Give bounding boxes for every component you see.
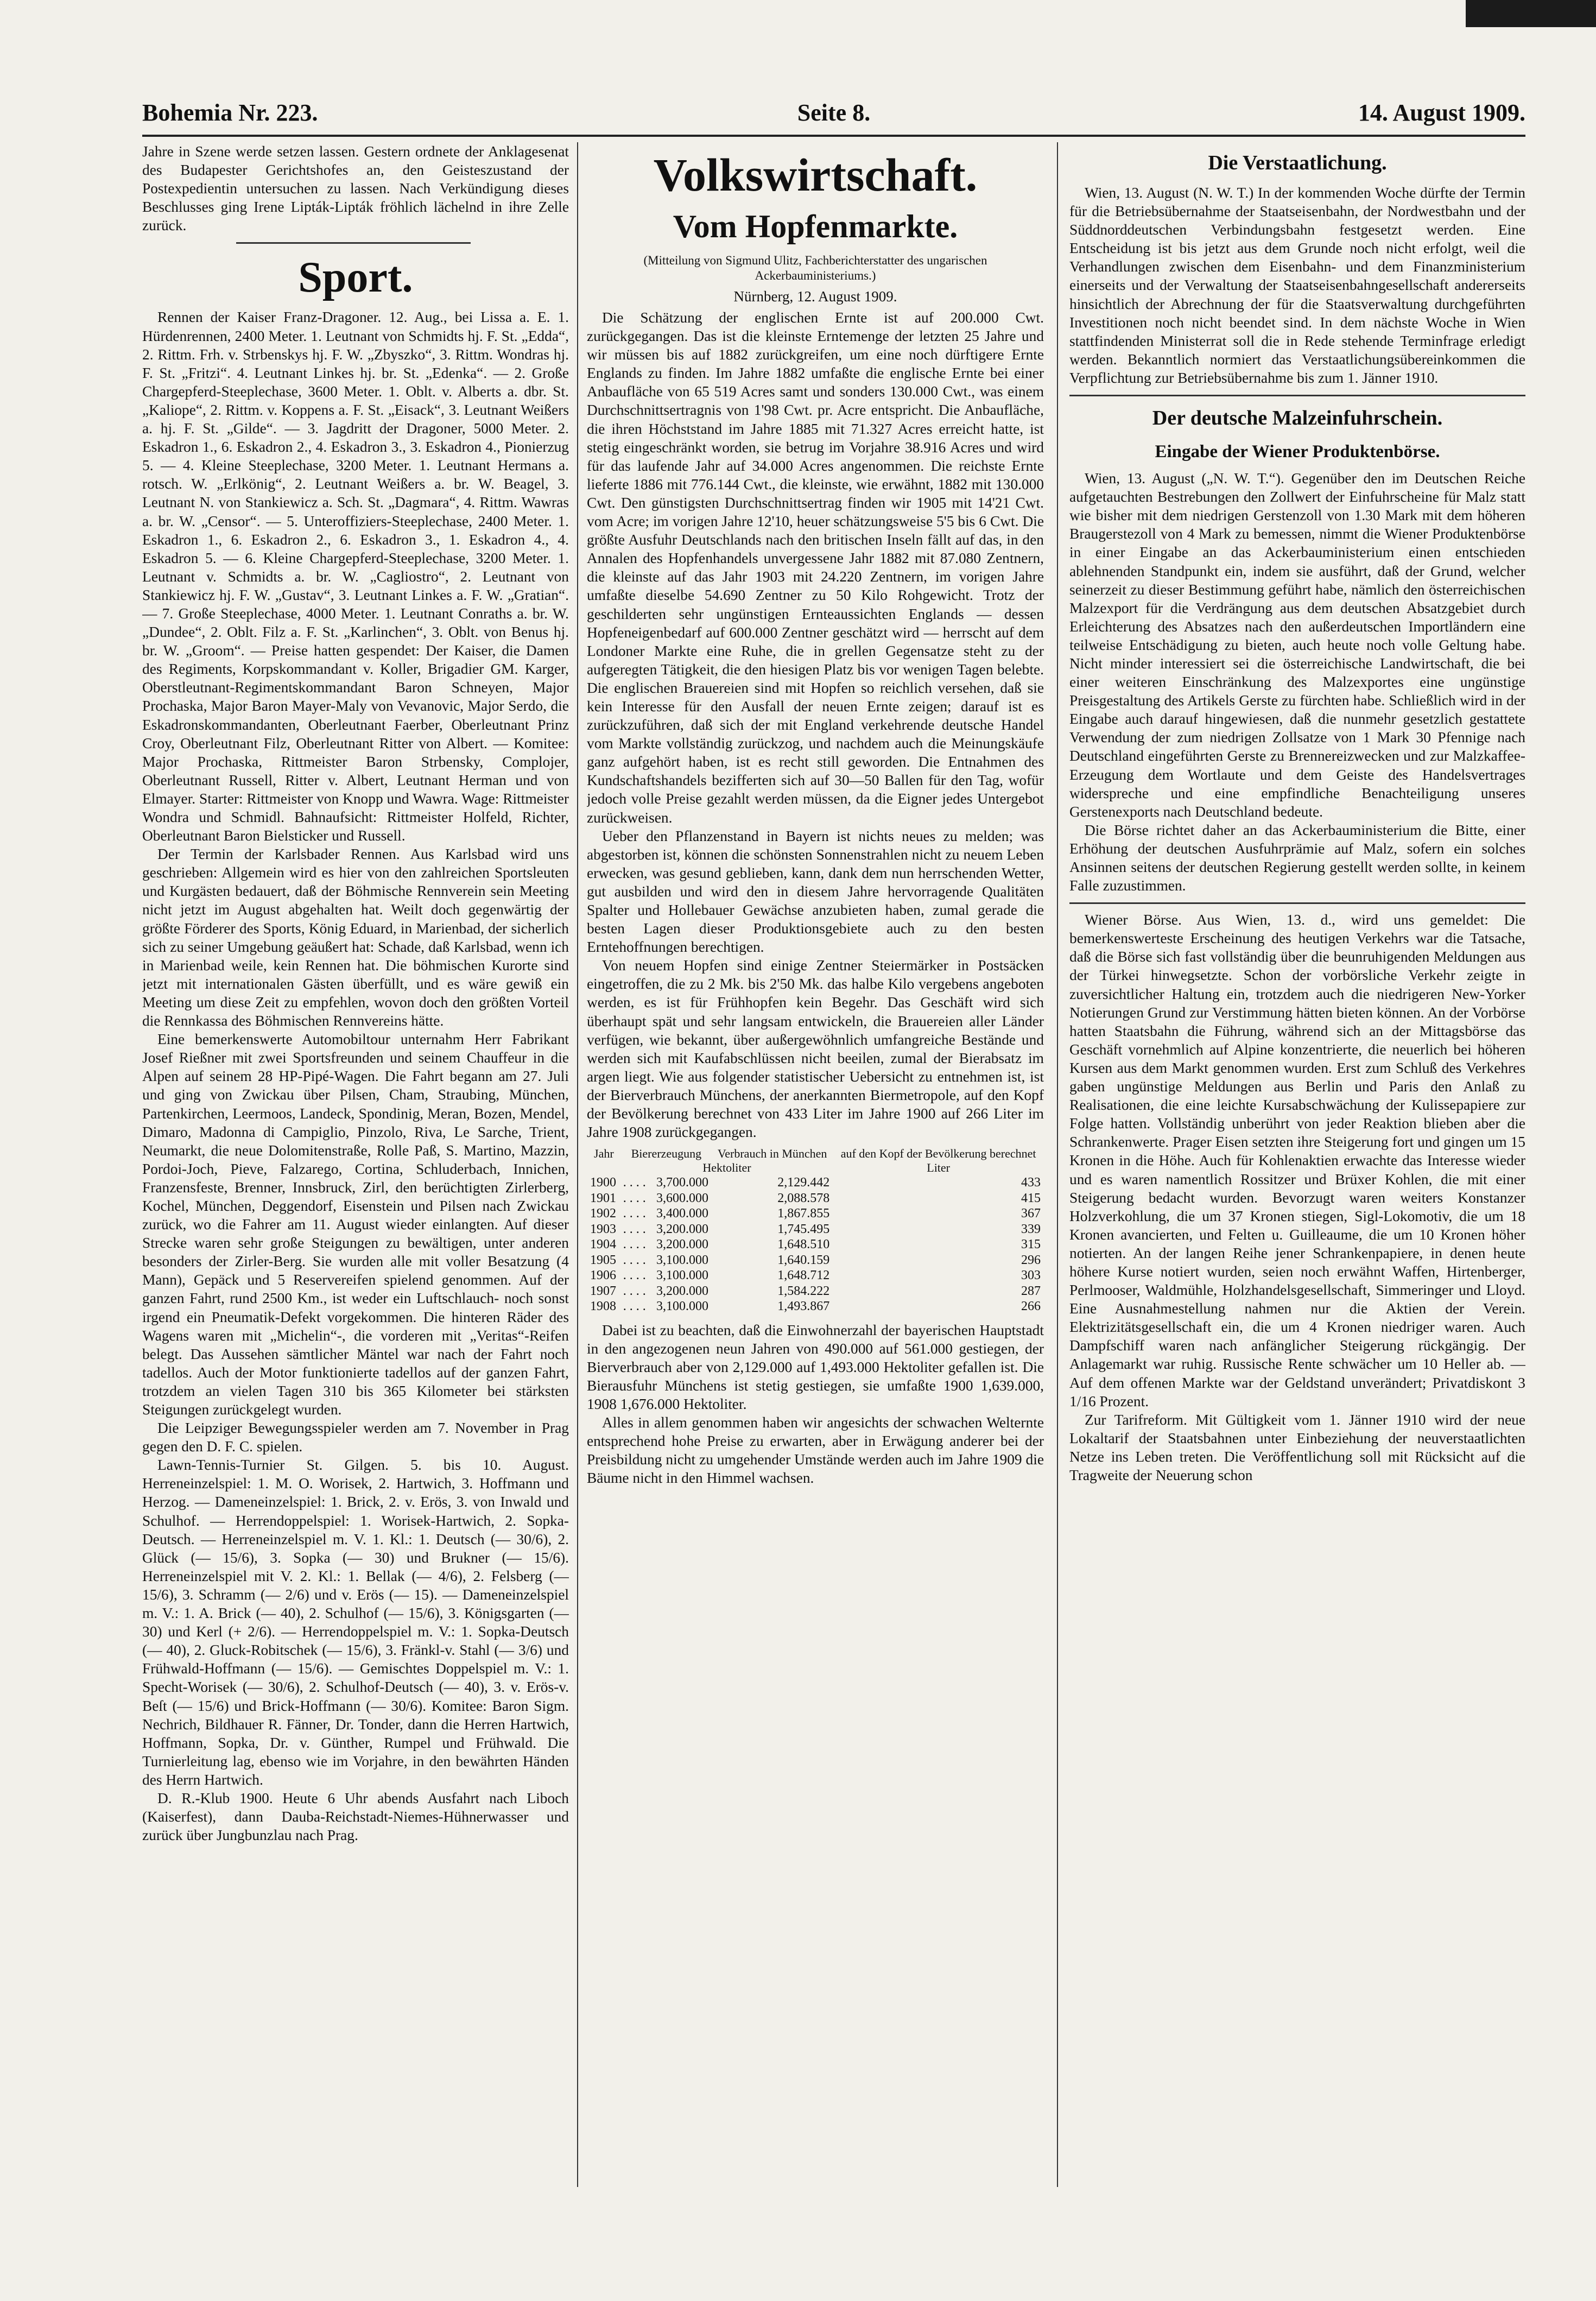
cell-per-capita: 266: [1021, 1299, 1041, 1314]
cell-year: 1903: [590, 1222, 616, 1236]
cell-production: 3,200.000: [656, 1222, 708, 1236]
column-rule-2: [1057, 142, 1058, 2187]
header-consumption: Verbrauch in München: [717, 1147, 827, 1161]
cell-per-capita: 367: [1021, 1206, 1041, 1221]
cell-consumption: 2,129.442: [777, 1175, 830, 1190]
cell-production: 3,600.000: [656, 1191, 708, 1205]
table-row: 1905 . . . . 3,100.000 1,640.159 296: [587, 1253, 1044, 1268]
table-row: 1901 . . . . 3,600.000 2,088.578 415: [587, 1191, 1044, 1206]
article-dragoner-race: Rennen der Kaiser Franz-Dragoner. 12. Aug., bei Lissa a. E. 1. Hürdenrennen, 2400 Meter. 1. Leutnant von Schmidts hj. F. St. „Edda“, 2. Rittm. Frh. v. Strbenskys hj. F. W. „Zbyszko“, 3. Rittm. Wondras hj. F. St. „Fritzi“. 4. Leutnant Linkes hj. br. St. „Edenka“. — 2. Große Chargepferd-Steeplechase, 3600 Meter. 1. Oblt. v. Alberts a. dbr. St. „Kaliope“, 2. Rittm. v. Koppens a. F. St. „Eisack“, 3. Leutnant Weißers a. hj. F. St. „Gilde“. — 3. Jagdritt der Dragoner, 5000 Meter. 2. Eskadron 1., 6. Eskadron 2., 4. Eskadron 3., 3. Eskadron 4., Pionierzug 5. — 4. Kleine Steeplechase, 3200 Meter. 1. Leutnant Hermans a. rotsch. W. „Erlkönig“, 2. Leutnant Weißers a. br. W. Beagel, 3. Leutnant N. von Stankiewicz a. Sch. St. „Dagmara“, 4. Rittm. Wawras a. br. W. „Censor“. — 5. Unteroffiziers-Steeplechase, 2400 Meter. 1. Eskadron 1., 6. Eskadron 2., 6. Eskadron 3., 1. Eskadron 4., 4. Eskadron 5. — 6. Kleine Chargepferd-Steeplechase, 3200 Meter. 1. Leutnant v. Schmidts a. br. W. „Cagliostro“, 2. Leutnant von Stankiewicz hj. F. W. „Gustav“, 3. Leutnant Linkes a. F. W. „Gratian“. — 7. Große Steeplechase, 4000 Meter. 1. Leutnant Conraths a. br. W. „Dundee“, 2. Oblt. Filz a. F. St. „Karlinchen“, 3. Oblt. von Benus hj. br. W. „Groom“. — Preise hatten gespendet: Der Kaiser, die Damen des Regiments, Korpskommandant v. Koller, Brigadier GM. Karger, Oberstleutnant-Regimentskommandant Baron Schneyen, Major Prochaska, Major Baron Mayer-Maly von Vevanovic, Major Serdo, die Eskadronskommandanten, Oberleutnant Faerber, Oberleutnant Prinz Croy, Oberleutnant Filz, Oberleutnant Ritter von Albert. — Komitee: Major Prochaska, Rittmeister Baron Strbensky, Complojer, Oberleutnant Russell, Ritter v. Albert, Leutnant Herman und von Elmayer. Starter: Rittmeister von Knopp und Wawra. Wage: Rittmeister Wondra und Schmidl. Bahnaufsicht: Rittmeister Holfeld, Richter, Oberleutnant Baron Bielsticker und Russell.: [142, 309, 569, 844]
cell-year: 1906: [590, 1268, 616, 1283]
table-row: 1900 . . . . 3,700.000 2,129.442 433: [587, 1175, 1044, 1191]
column-right: [1069, 142, 1525, 2192]
page-number: Seite 8.: [797, 99, 871, 126]
cell-per-capita: 315: [1021, 1237, 1041, 1252]
cell-consumption: 1,584.222: [777, 1284, 830, 1298]
article-subheading-produktenboerse: Eingabe der Wiener Produktenbörse.: [1155, 442, 1440, 462]
cell-production: 3,100.000: [656, 1299, 708, 1314]
paper-issue: Bohemia Nr. 223.: [142, 99, 318, 126]
article-heading-verstaatlichung: Die Verstaatlichung.: [1208, 151, 1387, 174]
hops-paragraph-1: Die Schätzung der englischen Ernte ist auf 200.000 Cwt. zurückgegangen. Das ist die kleinste Erntemenge der letzten 25 Jahre und wir müssen bis auf 1882 zurückgreifen, um eine noch dürftigere Ernte Englands zu finden. Im Jahre 1882 umfaßte die englische Ernte bei einer Anbaufläche von 65 519 Acres samt und sonders 130.000 Cwt., was einem Durchschnittsertragnis von 1'98 Cwt. pr. Acre entspricht. Die Anbaufläche, die ihren Höchststand im Jahre 1885 mit 71.327 Acres erreicht hatte, ist stetig eingeschränkt worden, sie betrug im Vorjahre 38.916 Acres und wird für das laufende Jahr auf 34.000 Acres angenommen. Die reichste Ernte lieferte 1886 mit 776.144 Cwt., die kleinste, wie erwähnt, 1882 mit 130.000 Cwt. Den günstigsten Durchschnittsertrag finden wir 1905 mit 14'21 Cwt. vom Acre; im vorigen Jahre 12'10, heuer schätzungsweise 5'5 bis 6 Cwt. Die größte Ausfuhr Deutschlands nach den britischen Inseln fällt auf das, in den Annalen des Hopfenhandels unvergessene Jahr 1882 mit 87.080 Zentnern, die kleinste auf das Jahr 1903 mit 24.220 Zentnern, im vorigen Jahre umfaßte dieselbe 54.690 Zentner zu 50 Kilo Rohgewicht. Trotz der geschilderten sehr ungünstigen Ernteaussichten Englands — dessen Hopfeneigenbedarf auf 600.000 Zentner geschätzt wird — herrscht auf dem Londoner Markte eine Ruhe, die in grellen Gegensatze steht zu der aufgeregten Tätigkeit, die den hiesigen Platz bis vor wenigen Tagen belebte. Die englischen Brauereien sind mit Hopfen so reichlich versehen, daß sie kein Interesse für den Ausfall der neuen Ernte zeigen; darauf ist es zurückzuführen, daß sich der mit England verkehrende deutsche Handel vom Markte vollständig zurückzog, und nachdem auch die Meinungskäufe ganz aufgehört haben, ist es recht still geworden. Die Entnahmen des Kundschaftshandels bezifferten sich auf 30—50 Ballen für den Tag, wofür jedoch volle Preise gezahlt werden müssen, da die Eigner jedes Untergebot zurückweisen.: [587, 309, 1044, 826]
table-row: 1906 . . . . 3,100.000 1,648.712 303: [587, 1268, 1044, 1284]
section-heading-sport: Sport.: [298, 254, 413, 302]
section-heading-volkswirtschaft: Volkswirtschaft.: [653, 149, 978, 201]
article-attribution: (Mitteilung von Sigmund Ulitz, Fachberichterstatter des ungarischen Ackerbauministeriums.): [643, 254, 987, 282]
cell-per-capita: 433: [1021, 1175, 1041, 1190]
cell-year: 1904: [590, 1237, 616, 1252]
column-left: [142, 142, 569, 2192]
cell-production: 3,100.000: [656, 1268, 708, 1283]
cell-production: 3,200.000: [656, 1237, 708, 1252]
article-malzeinfuhrschein-2: Die Börse richtet daher an das Ackerbauministerium die Bitte, einer Erhöhung der deutschen Ausfuhrprämie auf Malz, sofern ein solches Ansinnen seitens der deutschen Regierung gestellt werden sollte, in keinem Falle zuzustimmen.: [1069, 821, 1525, 894]
article-wiener-boerse: Wiener Börse. Aus Wien, 13. d., wird uns gemeldet: Die bemerkenswerteste Erscheinung des heutigen Verkehrs war die Tatsache, daß die Börse sich fast vollständig über die beunruhigenden Meldungen aus der Türkei hinwegsetzte. Schon der vorbörsliche Verkehr zeigte in zuversichtlicher Haltung ein, trotzdem auch die niedrigeren New-Yorker Notierungen Grund zur Verstimmung hätten bieten können. An der Vorbörse hatten Staatsbahn die Führung, während sich an der Mittagsbörse das Geschäft vornehmlich auf Alpine konzentrierte, die neuerlich bei höheren Kursen aus dem Markt genommen wurden. Erst zum Schluß des Verkehres gaben ungünstige Meldungen aus Berlin und Paris den Anlaß zu Realisationen, die eine leichte Kursabschwächung der Kulissepapiere zur Folge hatten. Vollständig unberührt von jeder Reaktion blieben aber die Schrankenwerte. Prager Eisen setzten ihre Steigerung fort und gingen um 15 Kronen in die Höhe. Auch für Kohlenaktien erwachte das Interesse wieder und es waren namentlich Rossitzer und Brüxer Kohlen, die mit einer Steigerung bedacht wurden. Bevorzugt waren weiters Konstanzer Holzverkohlung, die um 37 Kronen stiegen, Sigl-Lokomotiv, die um 18 Kronen avancierten, und Felten u. Guilleaume, die um 10 Kronen höher notierten. An der langen Reihe jener Schrankenpapiere, in denen heute höhere Kurse notiert wurden, seien noch erwähnt Waffen, Hirtenberger, Perlmooser, Waldmühle, Holzhandelsgesellschaft, Simmeringer und Lloyd. Eine Ausnahmestellung nahmen nur die Aktien der Verein. Elektrizitätsgesellschaft ein, die um 4 Kronen niedriger waren. Auch Dampfschiff waren nach anfänglicher Steigerung rückgängig. Der Anlagemarkt war ruhig. Russische Rente schwächer um 10 Heller ab. — Auf dem offenen Markte war der Geldstand unverändert; Privatdiskont 3 1/16 Prozent.: [1069, 912, 1525, 1409]
cell-production: 3,100.000: [656, 1253, 708, 1267]
beer-statistics-table: [587, 1147, 1044, 1314]
intro-paragraph: Jahre in Szene werde setzen lassen. Gestern ordnete der Anklagesenat des Budapester Gerichtshofes an, den Geisteszustand der Postexpedientin untersuchen zu lassen. Nach Verkündigung dieses Beschlusses ging Irene Lipták-Lipták fröhlich lächelnd in ihre Zelle zurück.: [142, 143, 569, 234]
article-tarifreform: Zur Tarifreform. Mit Gültigkeit vom 1. Jänner 1910 wird der neue Lokaltarif der Staatsbahnen unter Einbeziehung der neuverstaatlichten Netze ins Leben treten. Die Veröffentlichung soll mit Rücksicht auf die Tragweite der Neuerung schon: [1069, 1411, 1525, 1483]
cell-consumption: 2,088.578: [777, 1191, 830, 1205]
hops-paragraph-5: Alles in allem genommen haben wir angesichts der schwachen Welternte entsprechend hohe Preise zu erwarten, aber in Erwägung anderer bei der Preisbildung nicht zu umgehender Umstände werden auch im Jahre 1909 die Bäume nicht in den Himmel wachsen.: [587, 1414, 1044, 1487]
article-karlsbad-races: Der Termin der Karlsbader Rennen. Aus Karlsbad wird uns geschrieben: Allgemein wird es hier von den zahlreichen Sportsleuten und Kurgästen bedauert, daß der Böhmische Rennverein sein Meeting nicht jetzt im August abgehalten hat. Weilt doch gegenwärtig der größte Förderer des Sports, König Eduard, in Marienbad, der sicherlich sich zu seiner Umgebung geäußert hat: Schade, daß Karlsbad, wenn ich in Marienbad weile, kein Rennen hat. Die böhmischen Kurorte sind jetzt mit internationalen Gästen überfüllt, und es wäre gewiß ein Meeting um diese Zeit zu empfehlen, wovon doch den größten Vorteil die Rennkassa des Böhmischen Rennvereins hätte.: [142, 846, 569, 1029]
table-row: 1908 . . . . 3,100.000 1,493.867 266: [587, 1299, 1044, 1314]
divider: [236, 242, 471, 244]
divider: [1069, 902, 1525, 904]
table-row: 1903 . . . . 3,200.000 1,745.495 339: [587, 1222, 1044, 1237]
table-row: 1907 . . . . 3,200.000 1,584.222 287: [587, 1284, 1044, 1299]
cell-year: 1905: [590, 1253, 616, 1267]
article-leipzig-players: Die Leipziger Bewegungsspieler werden am 7. November in Prag gegen den D. F. C. spielen.: [142, 1420, 569, 1455]
header-rule: [142, 135, 1525, 137]
hops-paragraph-2: Ueber den Pflanzenstand in Bayern ist nichts neues zu melden; was abgestorben ist, können die schönsten Sonnenstrahlen nicht zu neuem Leben erwecken, was gesund geblieben, kann, dank dem nun herrschenden Wetter, gut ausbilden und wird den in diesem Jahre hervorragende Qualitäten Spalter und Hollebauer Gewächse anzubieten haben, zumal gerade die besten Lagen dieser Produktionsgebiete auch zu den besten Erntehoffnungen berechtigen.: [587, 827, 1044, 956]
cell-consumption: 1,640.159: [777, 1253, 830, 1267]
header-year: Jahr: [594, 1147, 614, 1161]
page-header: [142, 99, 1525, 131]
cell-consumption: 1,745.495: [777, 1222, 830, 1236]
article-r-klub: D. R.-Klub 1900. Heute 6 Uhr abends Ausfahrt nach Liboch (Kaiserfest), dann Dauba-Reichstadt-Niemes-Hühnerwasser und zurück über Jungbunzlau nach Prag.: [142, 1790, 569, 1844]
table-unit-row: [587, 1161, 1044, 1175]
table-row: 1902 . . . . 3,400.000 1,867.855 367: [587, 1206, 1044, 1222]
cell-consumption: 1,648.712: [777, 1268, 830, 1283]
column-rule-1: [577, 142, 578, 2187]
cell-year: 1902: [590, 1206, 616, 1221]
article-heading-malzeinfuhrschein: Der deutsche Malzeinfuhrschein.: [1152, 407, 1443, 430]
hops-paragraph-3: Von neuem Hopfen sind einige Zentner Steiermärker in Postsäcken eingetroffen, die zu 2 Mk. bis 2'50 Mk. das halbe Kilo vergebens angeboten werden, es ist für Frühhopfen kein Begehr. Das Geschäft wird sich überhaupt spät und sehr langsam entwickeln, die Brauereien aller Länder verfügen, wie bekannt, über außergewöhnlich umfangreiche Bestände und werden sich mit Kaufabschlüssen nicht beeilen, zumal der Bierabsatz im argen liegt. Wie aus folgender statistischer Uebersicht zu entnehmen ist, ist der Bierverbrauch Münchens, der anerkannten Biermetropole, auf den Kopf der Bevölkerung berechnet von 433 Liter im Jahre 1900 auf 266 Liter im Jahre 1908 zurückgegangen.: [587, 957, 1044, 1141]
cell-per-capita: 296: [1021, 1253, 1041, 1267]
article-dateline: Nürnberg, 12. August 1909.: [733, 288, 897, 305]
cell-production: 3,200.000: [656, 1284, 708, 1298]
header-production: Biererzeugung: [631, 1147, 702, 1161]
cell-per-capita: 415: [1021, 1191, 1041, 1205]
table-header-row: [587, 1147, 1044, 1161]
cell-production: 3,400.000: [656, 1206, 708, 1221]
cell-year: 1908: [590, 1299, 616, 1314]
cell-per-capita: 303: [1021, 1268, 1041, 1283]
table-row: 1904 . . . . 3,200.000 1,648.510 315: [587, 1237, 1044, 1253]
hops-paragraph-4: Dabei ist zu beachten, daß die Einwohnerzahl der bayerischen Hauptstadt in den angezogenen neun Jahren von 490.000 auf 561.000 gestiegen, der Bierverbrauch aber von 2,129.000 auf 1,493.000 Hektoliter gefallen ist. Die Bierausfuhr Münchens ist stetig gestiegen, sie umfaßte 1900 1,639.000, 1908 1,676.000 Hektoliter.: [587, 1322, 1044, 1413]
article-heading-hopfenmarkt: Vom Hopfenmarkte.: [673, 208, 958, 244]
article-verstaatlichung: Wien, 13. August (N. W. T.) In der kommenden Woche dürfte der Termin für die Betriebsübernahme der Staatseisenbahn, der Nordwestbahn und der Süddnorddeutschen Verbindungsbahn festgesetzt werden. Eine Entscheidung ist bis jetzt aus dem Grunde noch nicht erfolgt, weil die Verhandlungen zwischen dem Eisenbahn- und dem Finanzministerium einerseits und der Verwaltung der Staatseisenbahngesellschaft andererseits hinsichtlich der Abrechnung der für die Staatsverwaltung durchgeführten Investitionen noch nicht beendet sind. In dem nächste Woche in Wien stattfindenden Ministerrat soll die in Rede stehende Terminfrage erledigt werden. Bekanntlich normiert das Verstaatlichungsübereinkommen die Verpflichtung zur Betriebsübernahme bis zum 1. Jänner 1910.: [1069, 185, 1525, 386]
unit-liter: Liter: [927, 1161, 951, 1175]
issue-date: 14. August 1909.: [1358, 99, 1525, 126]
cell-production: 3,700.000: [656, 1175, 708, 1190]
divider: [1069, 395, 1525, 396]
cell-consumption: 1,493.867: [777, 1299, 830, 1314]
cell-year: 1900: [590, 1175, 616, 1190]
article-automobile-tour: Eine bemerkenswerte Automobiltour unternahm Herr Fabrikant Josef Rießner mit zwei Sportsfreunden und seinem Chauffeur in die Alpen auf seinem 28 HP-Pipé-Wagen. Die Fahrt begann am 27. Juli und ging von Zwickau über Pilsen, Cham, Straubing, München, Partenkirchen, Leermoos, Landeck, Spondinig, Meran, Bozen, Mendel, Dimaro, Madonna di Campiglio, Pinzolo, Riva, Le Sarche, Trient, Neumarkt, die neue Dolomitenstraße, Rolle Paß, S. Martino, Mazzin, Pordoi-Joch, Pieve, Falzarego, Cortina, Schluderbach, Innichen, Franzensfeste, Brenner, Innsbruck, Zirl, den berüchtigten Zirlerberg, Kochel, München, Deggendorf, Eisenstein und Pilsen nach Zwickau zurück, wo die Fahrer am 11. August wieder einlangten. Auf dieser Strecke waren sehr große Steigungen zu bewältigen, unter anderen besonders der Zirler-Berg. Sie wurden alle mit voller Besatzung (4 Mann), Gepäck und 5 Reservereifen spielend genommen. Auf der ganzen Fahrt, rund 2500 Km., ist weder ein Luftschlauch- noch sonst irgend ein Pneumatik-Defekt vorgekommen. Die hinteren Räder des Wagens waren mit „Michelin“-, die vorderen mit „Veritas“-Reifen belegt. Das Aussehen sämtlicher Mäntel war nach der Fahrt noch tadellos. Auch der Motor funktionierte tadellos auf der ganzen Fahrt, trotzdem an vielen Tagen 310 bis 365 Kilometer bei stärksten Steigungen zurückgelegt wurden.: [142, 1031, 569, 1418]
cell-year: 1907: [590, 1284, 616, 1298]
header-per-capita: auf den Kopf der Bevölkerung berechnet: [840, 1147, 1036, 1161]
cell-per-capita: 339: [1021, 1222, 1041, 1236]
article-lawn-tennis: Lawn-Tennis-Turnier St. Gilgen. 5. bis 10. August. Herreneinzelspiel: 1. M. O. Worisek, 2. Hartwich, 3. Hoffmann und Herzog. — Dameneinzelspiel: 1. Brick, 2. v. Erös, 3. von Inwald und Schulhof. — Herrendoppelspiel: 1. Worisek-Hartwich, 2. Sopka-Deutsch. — Herreneinzelspiel m. V. 1. Kl.: 1. Deutsch (— 30/6), 2. Glück (— 15/6), 3. Sopka (— 30) und Brukner (— 15/6). Herreneinzelspiel mit V. 2. Kl.: 1. Bellak (— 4/6), 2. Felsberg (— 15/6), 3. Schramm (— 2/6) und v. Erös (— 15). — Dameneinzelspiel m. V.: 1. A. Brick (— 40), 2. Schulhof (— 15/6), 3. Königsgarten (— 30) und Kerl (+ 2/6). — Herrendoppelspiel m. V.: 1. Sopka-Deutsch (— 40), 2. Gluck-Robitschek (— 15/6), 3. Fränkl-v. Stahl (— 3/6) und Frühwald-Hoffmann (— 15/6). — Gemischtes Doppelspiel m. V.: 1. Specht-Worisek (— 30/6), 2. Schulhof-Deutsch (— 40), 3. v. Erös-v. Beſt (— 15/6) und Brick-Hoffmann (— 30/6). Komitee: Baron Sigm. Nechrich, Bildhauer R. Fänner, Dr. Tonder, dann die Herren Hartwich, Hoffmann, Sopka, Dr. v. Günther, Rumpel und Frühwald. Die Turnierleitung lag, ebenso wie im Vorjahre, in den bewährten Händen des Herrn Hartwich.: [142, 1457, 569, 1788]
article-malzeinfuhrschein-1: Wien, 13. August („N. W. T.“). Gegenüber den im Deutschen Reiche aufgetauchten Bestrebungen den Zollwert der Einfuhrscheine für Malz statt wie bisher mit dem niedrigen Gerstenzoll von 1.30 Mark mit dem höheren Braugerstezoll von 4 Mark zu bemessen, nimmt die Wiener Produktenbörse in einer Eingabe an das Ackerbauministerium einen entschieden ablehnenden Standpunkt ein, indem sie ausführt, daß der Grund, welcher seinerzeit zu dieser Bestimmung geführt habe, nämlich den österreichischen Malzexport für die Verdrängung aus dem deutschen Absatzgebiet durch Erleichterung des Absatzes nach den außerdeutschen Importländern eine teilweise Entschädigung zu bieten, auch heute noch volle Geltung habe. Nicht minder interessiert sei die österreichische Landwirtschaft, die bei einer weiteren Einschränkung des Malzexportes eine ungünstige Preisgestaltung des Artikels Gerste zu fürchten habe. Schließlich wird in der Eingabe auch darauf hingewiesen, daß die nunmehr gesetzlich gestattete Verwendung der zum niedrigen Zollsatze von 1 Mark 30 Pfennige nach Deutschland eingeführten Gerste zu Brennereizwecken und zur Malzkaffee-Erzeugung dem Wortlaute und dem Geiste des Handelsvertrages widerspreche und eine empfindliche Benachteiligung unseres Gerstenexports nach Deutschland bedeute.: [1069, 470, 1525, 820]
cell-consumption: 1,648.510: [777, 1237, 830, 1252]
unit-hectoliter: Hektoliter: [702, 1161, 751, 1175]
column-middle: [587, 142, 1044, 2192]
cell-year: 1901: [590, 1191, 616, 1205]
cell-per-capita: 287: [1021, 1284, 1041, 1298]
cell-consumption: 1,867.855: [777, 1206, 830, 1221]
